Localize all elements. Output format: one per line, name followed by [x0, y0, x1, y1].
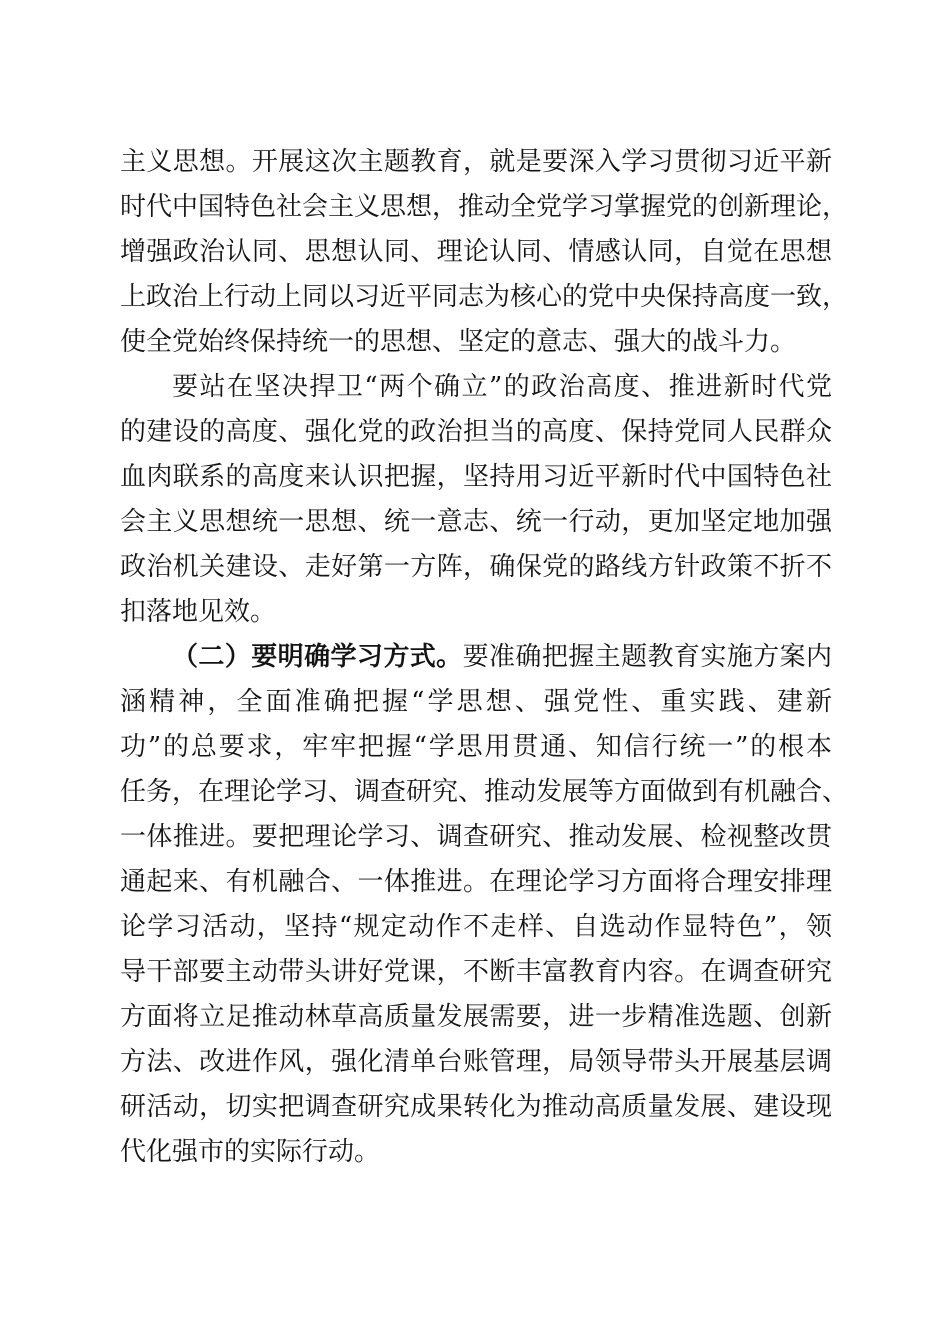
text-line: 血肉联系的高度来认识把握，坚持用习近平新时代中国特色社: [120, 462, 832, 492]
text-line: 通起来、有机融合、一体推进。在理论学习方面将合理安排理: [120, 867, 832, 897]
paragraph-3: [120, 635, 849, 1175]
paragraph-2: [120, 365, 832, 635]
text-line: 增强政治认同、思想认同、理论认同、情感认同，自觉在思想: [120, 237, 832, 267]
text-line: 导干部要主动带头讲好党课，不断丰富教育内容。在调查研究: [120, 957, 832, 987]
text-line: 方法、改进作风，强化清单台账管理，局领导带头开展基层调: [120, 1047, 832, 1077]
text-run: 要准确把握主题教育实施方案内: [462, 642, 832, 672]
text-line: 代化强市的实际行动。: [120, 1137, 381, 1167]
text-line: 扣落地见效。: [120, 597, 277, 627]
document-body: [120, 140, 849, 1175]
text-line: 研活动，切实把调查研究成果转化为推动高质量发展、建设现: [120, 1092, 832, 1122]
text-line: 会主义思想统一思想、统一意志、统一行动，更加坚定地加强: [120, 507, 832, 537]
text-line: 方面将立足推动林草高质量发展需要，进一步精准选题、创新: [120, 1002, 832, 1032]
text-line: 主义思想。开展这次主题教育，就是要深入学习贯彻习近平新: [120, 147, 832, 177]
text-line: 使全党始终保持统一的思想、坚定的意志、强大的战斗力。: [120, 327, 797, 357]
text-line: [120, 635, 832, 680]
text-line: 政治机关建设、走好第一方阵，确保党的路线方针政策不折不: [120, 552, 832, 582]
paragraph-1: [120, 140, 849, 365]
text-line: 要站在坚决捍卫“两个确立”的政治高度、推进新时代党: [172, 372, 832, 402]
text-line: 上政治上行动上同以习近平同志为核心的党中央保持高度一致，: [120, 282, 849, 312]
text-line: 一体推进。要把理论学习、调查研究、推动发展、检视整改贯: [120, 822, 832, 852]
text-line: 任务，在理论学习、调查研究、推动发展等方面做到有机融合、: [120, 777, 849, 807]
text-line: 功”的总要求，牢牢把握“学思用贯通、知信行统一”的根本: [120, 732, 832, 762]
text-line: 涵精神，全面准确把握“学思想、强党性、重实践、建新: [120, 687, 832, 717]
text-line: 的建设的高度、强化党的政治担当的高度、保持党同人民群众: [120, 417, 832, 447]
section-heading: （二）要明确学习方式。: [172, 642, 463, 672]
text-line: 时代中国特色社会主义思想，推动全党学习掌握党的创新理论，: [120, 192, 849, 222]
text-line: 论学习活动，坚持“规定动作不走样、自选动作显特色”，领: [120, 912, 832, 942]
